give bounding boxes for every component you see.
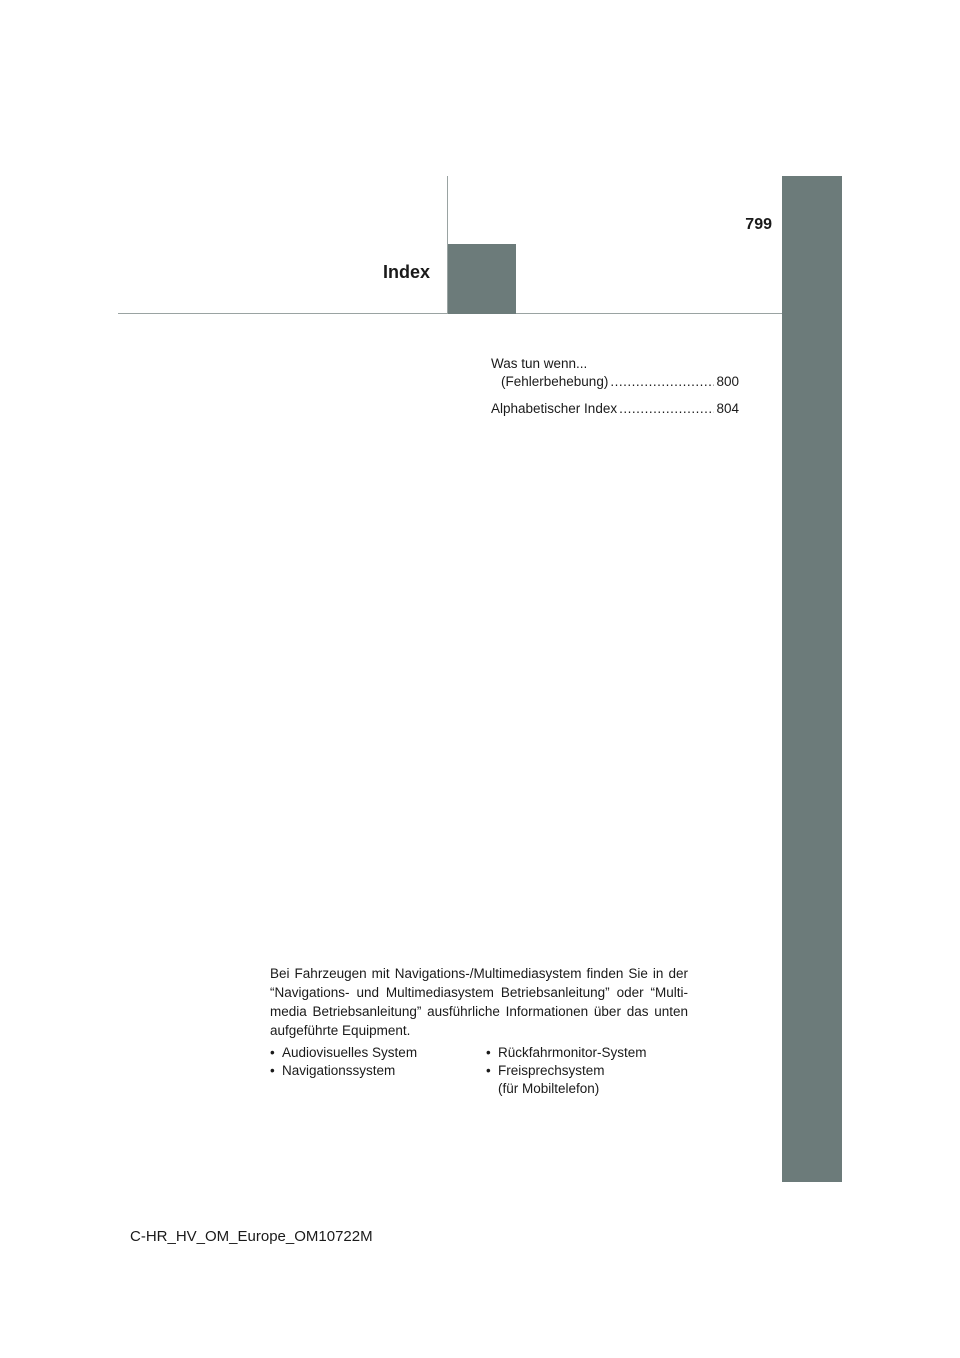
bullet-icon: • (486, 1063, 491, 1078)
table-of-contents (491, 355, 739, 427)
toc-leader-dots (610, 373, 714, 391)
toc-entry-troubleshooting[interactable] (491, 355, 739, 391)
list-item: • Navigationssystem (270, 1063, 396, 1078)
toc-entry-title: Was tun wenn... (491, 356, 588, 371)
multimedia-note: Bei Fahrzeugen mit Navigations-/Multimediasystem finden Sie in der “Navigations- und Multimediasystem Betriebsanleitung” oder “Multi-media Betriebsanleitung” ausführliche Informationen über das unten aufgeführte Equipment. (270, 966, 688, 1038)
section-color-block (448, 244, 516, 314)
toc-entry-page: 800 (716, 374, 739, 389)
list-item: • Audiovisuelles System (270, 1045, 418, 1060)
toc-entry-subtitle: (Fehlerbehebung) (501, 374, 609, 389)
list-item: • Rückfahrmonitor-System (486, 1045, 647, 1060)
list-item-continuation: (für Mobiltelefon) (498, 1081, 600, 1096)
toc-entry-page: 804 (716, 401, 739, 416)
toc-entry-title: Alphabetischer Index (491, 401, 618, 416)
toc-entry-alphabetical-index[interactable] (491, 400, 739, 418)
chapter-side-tab (782, 176, 842, 1182)
page-number: 799 (745, 216, 772, 233)
list-item: • Freisprechsystem (486, 1063, 605, 1078)
section-title: Index (382, 262, 430, 282)
bullet-icon: • (270, 1063, 275, 1078)
toc-leader-dots (619, 400, 714, 418)
bullet-icon: • (486, 1045, 491, 1060)
bullet-icon: • (270, 1045, 275, 1060)
document-id-footer: C-HR_HV_OM_Europe_OM10722M (130, 1228, 373, 1245)
